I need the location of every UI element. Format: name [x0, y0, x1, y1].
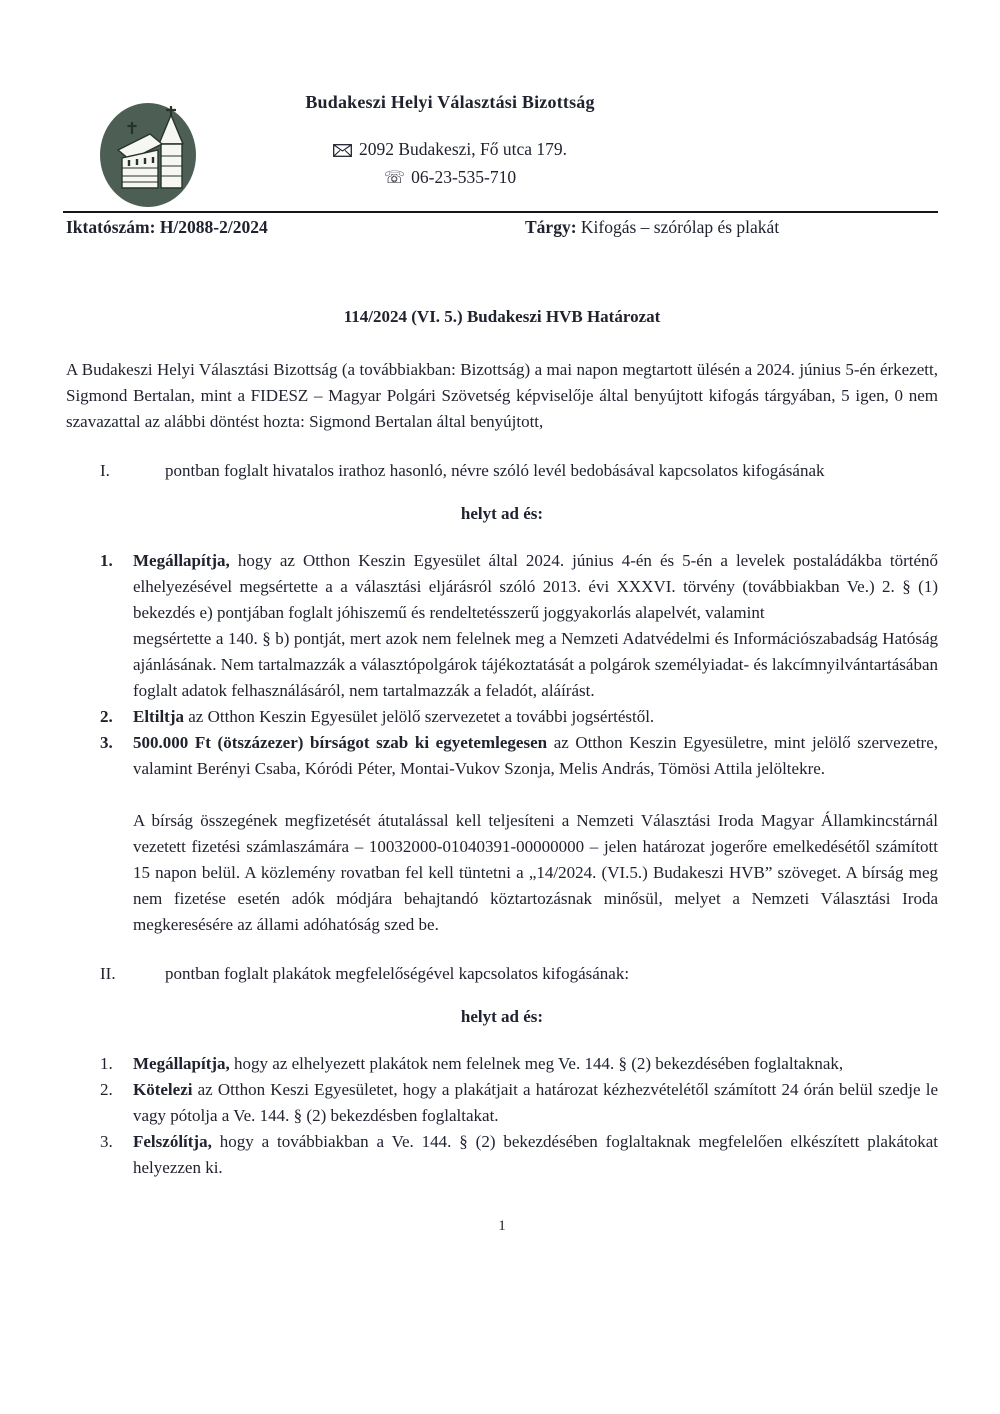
letterhead-divider	[63, 211, 938, 213]
item-text: Eltiltja az Otthon Keszin Egyesület jelölő szervezetet a további jogsértéstől.	[133, 707, 655, 726]
document-body	[66, 304, 938, 1254]
item-text: Megállapítja, hogy az elhelyezett plakátok nem felelnek meg Ve. 144. § (2) bekezdésében foglaltaknak,	[133, 1054, 844, 1073]
item-text: Kötelezi az Otthon Keszi Egyesületet, hogy a plakátjait a határozat kézhezvételétől számított 24 órán belül szedje le vagy pótolja a Ve. 144. § (2) bekezdésben foglaltakat.	[133, 1080, 938, 1125]
item-number: 2.	[100, 707, 113, 726]
page-number: 1	[498, 1218, 506, 1234]
org-name: Budakeszi Helyi Választási Bizottság	[305, 92, 595, 112]
item-number: 1.	[100, 1054, 113, 1073]
envelope-icon	[333, 141, 352, 162]
item-text: Felszólítja, hogy a továbbiakban a Ve. 144. § (2) bekezdésében foglaltaknak megfelelően elkészített plakátokat helyezzen ki.	[133, 1132, 938, 1177]
decision-list-2	[66, 1051, 938, 1181]
section-1-clause-text: pontban foglalt hivatalos irathoz hasonló, névre szóló levél bedobásával kapcsolatos kifogásának	[165, 461, 825, 480]
org-address-line	[100, 139, 800, 162]
list-item	[66, 548, 938, 704]
letterhead	[100, 92, 800, 188]
list-item	[66, 730, 938, 782]
fine-payment-paragraph: A bírság összegének megfizetését átutalással kell teljesíteni a Nemzeti Választási Iroda Magyar Államkincstárnál vezetett fizetési számlaszámára – 10032000-01040391-00000000 – jelen határozat jogerőre emelkedésétől számított 15 napon belül. A közlemény rovatban fel kell tüntetni a „14/2024. (VI.5.) Budakeszi HVB” szöveget. A bírság meg nem fizetése esetén adók módjára behajtandó köztartozásnak minősül, melyet a Nemzeti Választási Iroda megkeresésére az állami adóhatóság szed be.	[133, 811, 938, 934]
telephone-icon: ☏	[383, 168, 406, 188]
item-text: Megállapítja, hogy az Otthon Keszin Egyesület által 2024. június 4-én és 5-én a levelek postaládákba történő elhelyezésével megsértette a a választási eljárásról szóló 2013. évi XXXVI. törvény (továbbiakban Ve.) 2. § (1) bekezdés e) pontjában foglalt jóhiszemű és rendeltetésszerű joggyakorlás alapelvét, valamint megsértette a 140. § b) pontját, mert azok nem felelnek meg a Nemzeti Adatvédelmi és Információszabadság Hatóság ajánlásának. Nem tartalmazzák a választópolgárok tájékoztatását a polgárok személyiadat- és lakcímnyilvántartásában foglalt adatok felhasználásáról, nem tartalmazzák a feladót, aláírást.	[133, 551, 938, 700]
item-text: 500.000 Ft (ötszázezer) bírságot szab ki egyetemlegesen az Otthon Keszin Egyesületre, mint jelölő szervezetre, valamint Berényi Csaba, Kóródi Péter, Montai-Vukov Szonja, Melis András, Tömösi Attila jelöltekre.	[133, 733, 938, 778]
item-number: 2.	[100, 1080, 113, 1099]
intro-paragraph: A Budakeszi Helyi Választási Bizottság (a továbbiakban: Bizottság) a mai napon megtartott ülésén a 2024. június 5-én érkezett, Sigmond Bertalan, mint a FIDESZ – Magyar Polgári Szövetség képviselője által benyújtott kifogás tárgyában, 5 igen, 0 nem szavazattal az alábbi döntést hozta: Sigmond Bertalan által benyújtott,	[66, 360, 938, 431]
item-number: 3.	[100, 733, 113, 752]
item-number: 1.	[100, 551, 113, 570]
roman-numeral-2: II.	[100, 964, 116, 983]
grant-line-1: helyt ad és:	[460, 504, 544, 523]
org-phone: 06-23-535-710	[411, 167, 517, 187]
list-item	[66, 1077, 938, 1129]
subject-label: Tárgy:	[525, 217, 577, 237]
section-2-clause	[66, 961, 938, 987]
meta-row	[66, 217, 938, 238]
roman-numeral-1: I.	[100, 461, 110, 480]
subject-line	[525, 217, 779, 238]
decision-list-1	[66, 548, 938, 782]
section-1-clause	[66, 458, 938, 484]
section-2-clause-text: pontban foglalt plakátok megfelelőségével kapcsolatos kifogásának:	[165, 964, 630, 983]
decision-title: 114/2024 (VI. 5.) Budakeszi HVB Határozat	[343, 307, 661, 326]
item-number: 3.	[100, 1132, 113, 1151]
grant-line-2: helyt ad és:	[460, 1007, 544, 1026]
list-item	[66, 1051, 938, 1077]
org-phone-line	[100, 167, 800, 188]
registration-number: Iktatószám: H/2088-2/2024	[66, 217, 268, 237]
list-item	[66, 704, 938, 730]
subject-value: Kifogás – szórólap és plakát	[576, 217, 780, 237]
org-address: 2092 Budakeszi, Fő utca 179.	[358, 139, 568, 159]
list-item	[66, 1129, 938, 1181]
